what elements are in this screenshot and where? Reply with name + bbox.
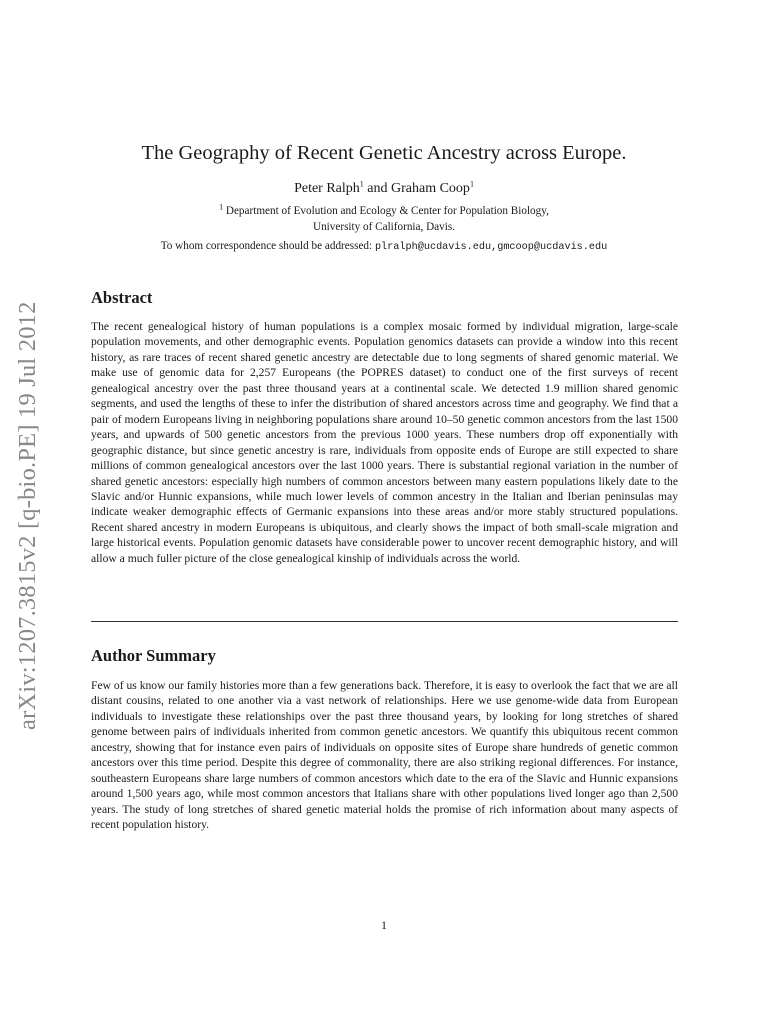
author-summary-body: Few of us know our family histories more than a few generations back. Therefore, it is easy to overlook the fact that we are all distant cousins, related to one another via a vast network of relationships. Here we use genome-wide data from European individuals to investigate these relationships over the past three thousand years, by looking for long stretches of shared genome between pairs of individuals inherited from common genetic ancestors. We quantify this ubiquitous recent common ancestry, showing that for instance even pairs of individuals on opposite sites of Europe share hundreds of genetic common ancestors over this time period. Despite this degree of commonality, there are also striking regional differences. For instance, southeastern Europeans share large numbers of common ancestors which date to the era of the Slavic and Hunnic expansions around 1,500 years ago, while most common ancestors that Italians share with other populations lived longer ago than 2,500 years. The study of long stretches of shared genetic material holds the promise of rich information about many aspects of recent population history. — [91, 679, 678, 832]
affiliation-line-2: University of California, Davis. — [313, 220, 455, 233]
correspondence-line — [90, 240, 678, 253]
correspondence-label: To whom correspondence should be addressed: — [160, 240, 375, 252]
section-divider — [91, 621, 678, 622]
abstract-heading: Abstract — [91, 288, 153, 307]
paper-title: The Geography of Recent Genetic Ancestry across Europe. — [141, 142, 627, 164]
abstract-body: The recent genealogical history of human populations is a complex mosaic formed by individual migration, large-scale population movements, and other demographic events. Population genomics datasets can provide a window into this recent history, as rare traces of recent shared genetic ancestry are detectable due to long segments of shared genomic material. We make use of genomic data for 2,257 Europeans (the POPRES dataset) to conduct one of the first surveys of recent genealogical ancestry over the past three thousand years at a continental scale. We detected 1.9 million shared genomic segments, and used the lengths of these to infer the distribution of shared ancestors across time and geography. We find that a pair of modern Europeans living in neighboring populations share around 10–50 genetic common ancestors from the last 1500 years, and upwards of 500 genetic ancestors from the previous 1000 years. These numbers drop off exponentially with geographic distance, but since genetic ancestry is rare, individuals from opposite ends of Europe are still expected to share millions of common genealogical ancestors over the last 1000 years. There is substantial regional variation in the number of shared genetic ancestors: especially high numbers of common ancestors between many eastern populations likely date to the Slavic and/or Hunnic expansions, while much lower levels of common ancestry in the Italian and Iberian peninsulas may indicate weaker demographic effects of Germanic expansions into these areas and/or more stably structured populations. Recent shared ancestry in modern Europeans is ubiquitous, and clearly shows the impact of both small-scale migration and large historical events. Population genomic datasets have considerable power to uncover recent demographic history, and will allow a much fuller picture of the close genealogical kinship of individuals across the world. — [91, 320, 678, 565]
affiliation — [90, 204, 678, 235]
author-name-2: Graham Coop — [391, 181, 470, 196]
affiliation-line-1: Department of Evolution and Ecology & Center for Population Biology, — [223, 205, 549, 217]
correspondence-emails[interactable]: plralph@ucdavis.edu,gmcoop@ucdavis.edu — [374, 242, 608, 253]
author-conjunction: and — [363, 181, 391, 196]
affiliation-mark: 1 — [219, 202, 224, 212]
arxiv-identifier-stamp[interactable]: arXiv:1207.3815v2 [q-bio.PE] 19 Jul 2012 — [14, 301, 41, 730]
author-summary-heading: Author Summary — [91, 646, 216, 665]
author-list — [90, 181, 678, 197]
affiliation-mark-1: 1 — [359, 179, 364, 189]
author-name-1: Peter Ralph — [294, 181, 360, 196]
affiliation-mark-2: 1 — [469, 179, 474, 189]
page-number: 1 — [381, 918, 387, 932]
